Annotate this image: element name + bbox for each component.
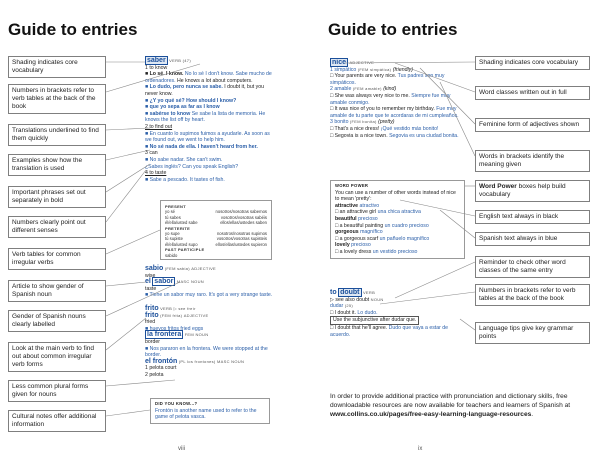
verb-table-heading: PRETERITE (165, 225, 191, 231)
phrase-line: ■ sabérse to know Se sabe la lista de memoria. He knows the list off by heart. (145, 110, 266, 124)
sense-2: 2 to find out (145, 123, 173, 130)
callout-cultural: Cultural notes offer additional information (8, 410, 106, 432)
example-line: ■ En cuanto lo supimos fuimos a ayudarle. As soon as we found out, we went to help him. (145, 130, 270, 144)
callout-verb-tables: Verb tables for common irregular verbs (8, 248, 106, 270)
callout-senses: Numbers clearly point out different senses (8, 216, 106, 238)
word-power-title: WORD POWER (335, 183, 369, 188)
sense-3: 3 can (145, 150, 158, 157)
headword-saber: saber (147, 57, 166, 64)
headword-sabor: sabor (154, 278, 174, 286)
headword-doubt: doubt (340, 289, 360, 296)
cultural-note (150, 398, 270, 424)
phrase-line: ■ ¿Y yo qué sé? How should I know? (145, 97, 237, 104)
verb-table-saber: PRESENT yo sé nosotros/nosotras sabemos tú sabes vosotros/vosotras sabéis él/ella/usted sabe ellos/ellas/ustedes saben PRETERITE yo supe nosotros/nosotras supimos tú supiste vosotros/vosotras supisteis él/ella/usted supo ellos/ellas/ustedes supieron PAST PARTICIPLE sabido (160, 200, 272, 260)
callout-shading: Shading indicates core vocabulary (8, 56, 106, 78)
headword-frontera: la frontera (147, 331, 182, 339)
right-page (300, 0, 600, 460)
example-line: ¿Sabes inglés? Can you speak English? (145, 163, 239, 170)
callout-language-tips: Language tips give key grammar points (475, 322, 590, 344)
dictionary-entries-left-2: sabio (FEM sabia) ADJECTIVE wise el sabor MASC NOUN taste ■ Tiene un sabor muy raro. It's got a very strange taste. frito VERB ▷ see freír frito (FEM frita) ADJECTIVE fried ■ huevos fritos fried eggs la frontera FEM NOUN border ■ Nos pararon en la frontera. We were stopped at the border. el frontón (PL los frontones) MASC NOUN 1 pelota court 2 pelota (145, 265, 273, 378)
verb-table-heading: PAST PARTICIPLE (165, 247, 205, 253)
dictionary-entries-right-2: to doubt VERB ▷ see also doubt NOUN dudar (25) □ I doubt it. Lo dudo. Use the subjunctive after dudar que. □ I doubt that he'll agree. Dudo que vaya a estar de acuerdo. (330, 289, 449, 338)
resources-link[interactable]: www.collins.co.uk/pages/free-easy-learning-language-resources (330, 410, 532, 418)
verb-table-heading: PRESENT (165, 204, 186, 209)
callout-reminder: Reminder to check other word classes of the same entry (475, 256, 590, 278)
dictionary-entries-right: nice ADJECTIVE 1 simpático (FEM simpática) (friendly) □ Your parents are very nice. Tus padres son muy simpáticos. 2 amable (FEM amable) (kind) □ She was always very nice to me. Siempre fue muy amable conmigo. □ It was nice of you to remember my birthday. Fue muy amable de tu parte que te acordaras de mi cumpleaños. 3 bonito (FEM bonita) (pretty) □ That's a nice dress! ¡Qué vestido más bonito! □ Segovia is a nice town. Segovia es una ciudad bonita. (330, 59, 459, 139)
example-line: ■ No sé nada de ella. I haven't heard from her. (145, 143, 258, 150)
example-line: ■ No sabe nadar. She can't swim. (145, 156, 223, 163)
callout-plurals: Less common plural forms given for nouns (8, 380, 106, 402)
callout-phrases: Important phrases set out separately in bold (8, 186, 106, 208)
example-line: ■ Lo dudo, pero nunca se sabe. I doubt it, but you never know. (145, 84, 265, 97)
callout-examples: Examples show how the translation is used (8, 154, 106, 176)
headword-frito-adj: frito (145, 311, 159, 319)
sense-4: 4 to taste (145, 170, 167, 177)
page-number-right: ix (418, 446, 423, 452)
cultural-note-title: DID YOU KNOW...? (155, 401, 198, 406)
callout-verb-numbers-right: Numbers in brackets refer to verb tables at the back of the book (475, 284, 590, 306)
callout-feminine: Feminine form of adjectives shown (475, 118, 590, 132)
callout-brackets-meaning: Words in brackets identify the meaning given (475, 150, 590, 172)
dictionary-entries-left (145, 58, 275, 183)
callout-verb-numbers: Numbers in brackets refer to verb tables at the back of the book (8, 84, 106, 114)
resources-paragraph: In order to provide additional practice with pronunciation and dictionary skills, free downloadable resources are now available for teachers and learners of Spanish at www.collins.co.uk/pages/free-easy-learning-language-resources. (330, 393, 571, 418)
callout-article: Article to show gender of Spanish noun (8, 280, 106, 302)
headword-frito: frito (145, 304, 159, 312)
callout-english-black: English text always in black (475, 210, 590, 224)
cultural-note-text: Frontón is another name used to refer to the game of pelota vasca. (155, 407, 257, 421)
headword-sabio: sabio (145, 265, 164, 272)
callout-word-classes: Word classes written out in full (475, 86, 590, 100)
page-title-right: Guide to entries (328, 20, 458, 39)
callout-spanish-blue: Spanish text always in blue (475, 232, 590, 246)
headword-nice: nice (332, 59, 347, 66)
page-title-left: Guide to entries (8, 20, 138, 39)
phrase-line: ■ que yo sepa as far as I know (145, 104, 220, 111)
page-number-left: viii (178, 446, 185, 452)
word-class-saber: VERB (47) (169, 58, 191, 63)
example-line: ■ Sabe a pescado. It tastes of fish. (145, 176, 225, 183)
callout-shading-right: Shading indicates core vocabulary (475, 56, 590, 70)
sense-1: 1 to know (145, 64, 168, 71)
example-line: ■ Lo sé. I know. No lo sé I don't know. Sabe mucho de ordenadores. He knows a lot about computers. (145, 71, 272, 84)
callout-gender: Gender of Spanish nouns clearly labelled (8, 310, 106, 332)
article-el: el (145, 278, 151, 286)
callout-main-verb: Look at the main verb to find out about common irregular verb forms (8, 342, 106, 372)
language-tip: Use the subjunctive after dudar que. (330, 316, 419, 325)
callout-word-power: Word Power boxes help build vocabulary (475, 180, 590, 202)
word-power-box: WORD POWER You can use a number of other words instead of nice to mean 'pretty': attractive atractivo □ an attractive girl una chica atractiva beautiful precioso □ a beautiful painting un cuadro precioso gorgeous magnífico □ a gorgeous scarf un pañuelo magnífico lovely precioso □ a lovely dress un vestido precioso (330, 180, 465, 259)
callout-translations: Translations underlined to find them quickly (8, 124, 106, 146)
headword-fronton: el frontón (145, 357, 178, 365)
